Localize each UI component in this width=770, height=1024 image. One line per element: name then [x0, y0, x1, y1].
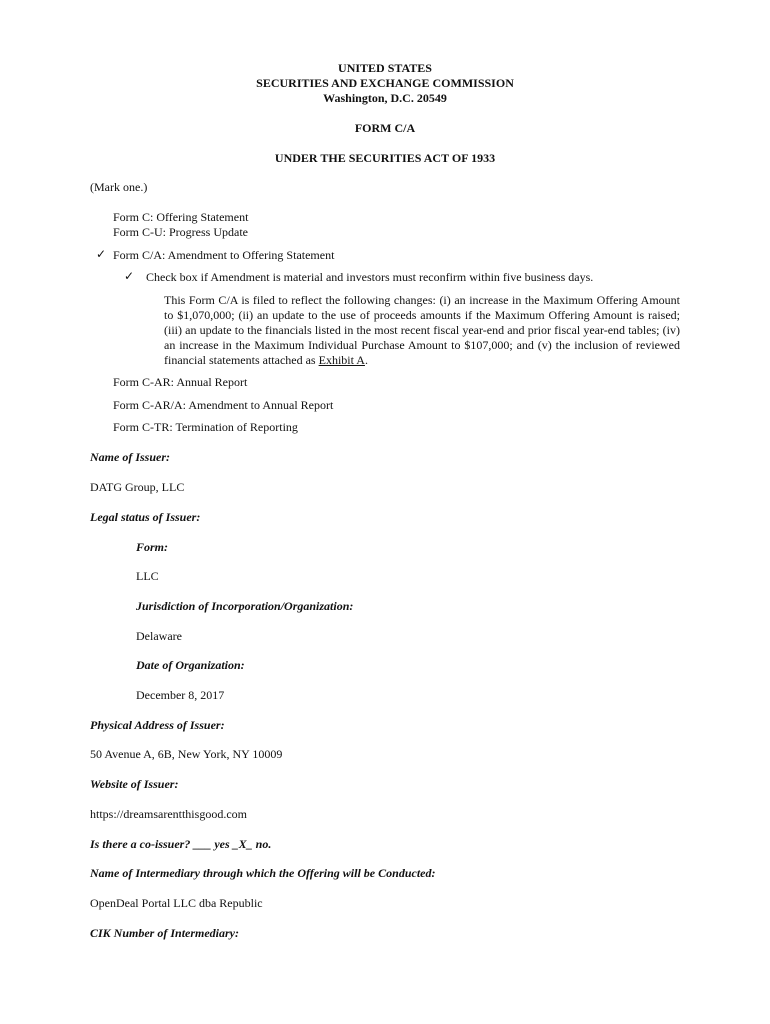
amendment-description: [164, 293, 680, 368]
intermediary-label: Name of Intermediary through which the Offering will be Conducted:: [90, 866, 436, 880]
option-form-ctr: Form C-TR: Termination of Reporting: [113, 420, 298, 434]
option-form-c: Form C: Offering Statement: [113, 210, 249, 224]
form-title: FORM C/A: [354, 121, 416, 135]
header-united-states: UNITED STATES: [338, 61, 432, 75]
material-amendment-checkbox-text: Check box if Amendment is material and investors must reconfirm within five business days.: [146, 270, 594, 284]
form-label: Form:: [136, 540, 169, 554]
website-label: Website of Issuer:: [90, 777, 179, 791]
name-of-issuer-label: Name of Issuer:: [90, 450, 170, 464]
header-sec: SECURITIES AND EXCHANGE COMMISSION: [256, 76, 514, 90]
act-title: UNDER THE SECURITIES ACT OF 1933: [274, 151, 496, 165]
option-form-cu: Form C-U: Progress Update: [113, 225, 248, 239]
co-issuer-question: Is there a co-issuer? ___ yes _X_ no.: [90, 837, 272, 851]
physical-address-value: 50 Avenue A, 6B, New York, NY 10009: [90, 747, 283, 761]
header-location: Washington, D.C. 20549: [323, 91, 447, 105]
exhibit-a-link[interactable]: Exhibit A: [318, 353, 365, 367]
date-of-organization-label: Date of Organization:: [136, 658, 245, 672]
cik-number-label: CIK Number of Intermediary:: [90, 926, 240, 940]
option-form-car: Form C-AR: Annual Report: [113, 375, 248, 389]
legal-status-label: Legal status of Issuer:: [90, 510, 201, 524]
amendment-end: .: [364, 353, 368, 367]
form-value: LLC: [136, 569, 159, 583]
jurisdiction-value: Delaware: [136, 629, 182, 643]
date-of-organization-value: December 8, 2017: [136, 688, 225, 702]
name-of-issuer-value: DATG Group, LLC: [90, 480, 185, 494]
jurisdiction-label: Jurisdiction of Incorporation/Organization:: [136, 599, 354, 613]
mark-one-label: (Mark one.): [90, 180, 148, 194]
amendment-text: This Form C/A is filed to reflect the following changes: (i) an increase in the Maximum Offering Amount to $1,070,000; (ii) an update to the use of proceeds amounts if the Maximum Offering Amount is raised; (iii) an update to the financials listed in the most recent fiscal year-end and prior fiscal year-end tables; (iv) an increase in the Maximum Individual Purchase Amount to $107,000; and (v) the inclusion of reviewed financial statements attached as: [164, 293, 680, 367]
option-form-ca: Form C/A: Amendment to Offering Statement: [113, 248, 335, 262]
physical-address-label: Physical Address of Issuer:: [90, 718, 225, 732]
check-mark-icon: ✓: [124, 269, 135, 283]
check-mark-icon: ✓: [96, 247, 107, 261]
website-value[interactable]: https://dreamsarentthisgood.com: [90, 807, 247, 821]
intermediary-value: OpenDeal Portal LLC dba Republic: [90, 896, 263, 910]
option-form-cara: Form C-AR/A: Amendment to Annual Report: [113, 398, 334, 412]
